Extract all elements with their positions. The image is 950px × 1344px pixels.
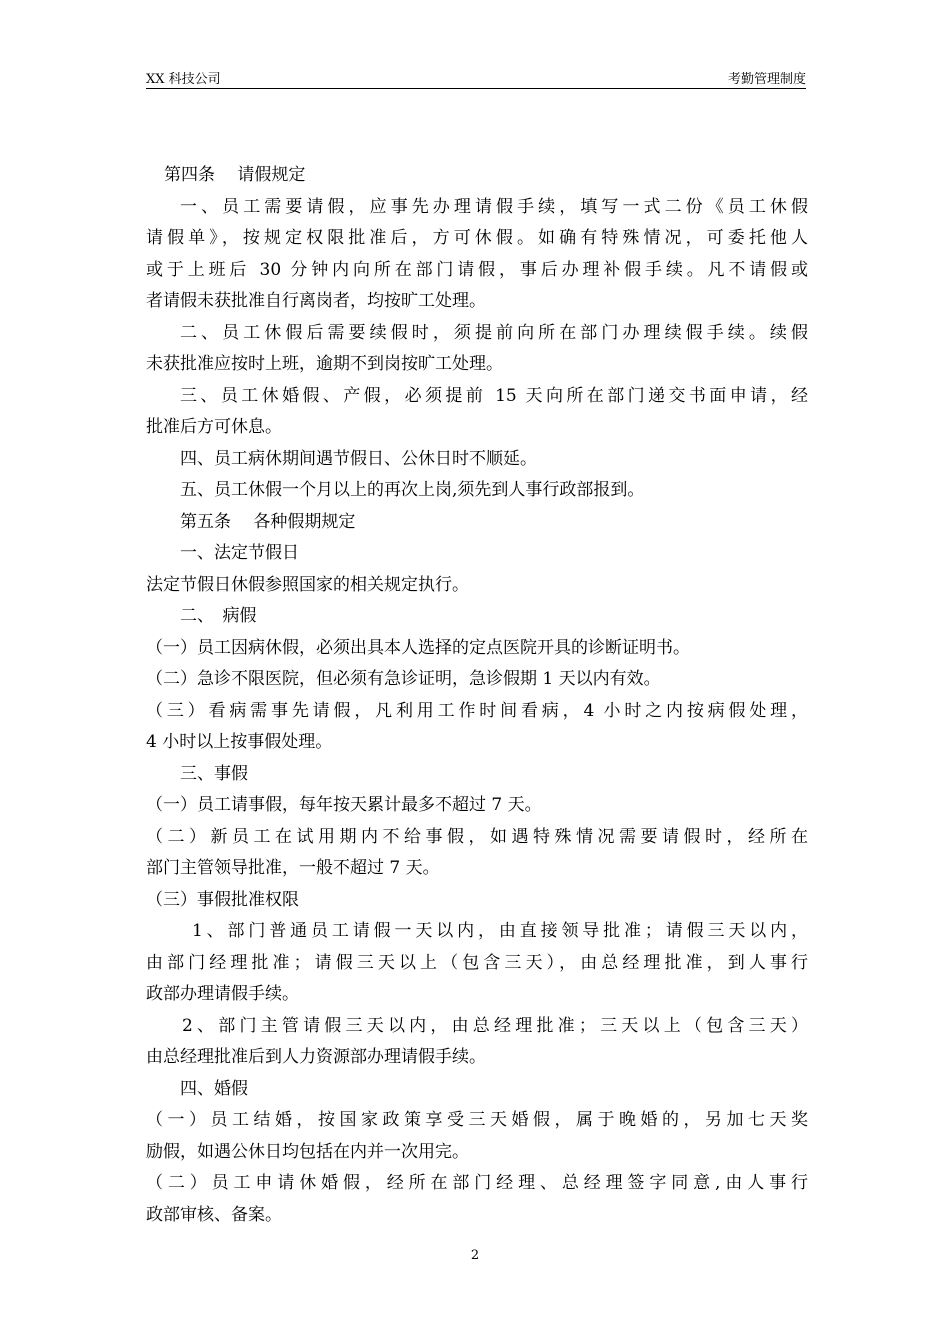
company-name: XX 科技公司 xyxy=(146,72,221,87)
article-heading: 第四条 请假规定 xyxy=(164,165,306,185)
text-line: 五、员工休假一个月以上的再次上岗,须先到人事行政部报到。 xyxy=(180,480,645,500)
text-line: 部门主管领导批准，一般不超过 7 天。 xyxy=(146,858,440,878)
text-line: 励假，如遇公休日均包括在内并一次用完。 xyxy=(146,1141,469,1162)
text-line: （二）新员工在试用期内不给事假，如遇特殊情况需要请假时，经所在 xyxy=(146,826,808,847)
text-line: 由部门经理批准；请假三天以上（包含三天），由总经理批准，到人事行 xyxy=(146,952,808,973)
text-line: 未获批准应按时上班，逾期不到岗按旷工处理。 xyxy=(146,354,503,374)
text-line: 一、员工需要请假，应事先办理请假手续，填写一式二份《员工休假 xyxy=(180,196,808,217)
text-line: （三）事假批准权限 xyxy=(146,889,299,910)
text-line: 二、员工休假后需要续假时，须提前向所在部门办理续假手续。续假 xyxy=(180,322,808,343)
text-line: 由总经理批准后到人力资源部办理请假手续。 xyxy=(146,1047,486,1067)
text-line: （三）看病需事先请假，凡利用工作时间看病，4 小时之内按病假处理， xyxy=(146,700,808,721)
article-heading: 第五条 各种假期规定 xyxy=(180,511,356,532)
document-title: 考勤管理制度 xyxy=(727,72,806,87)
text-line: 四、员工病休期间遇节假日、公休日时不顺延。 xyxy=(180,448,537,469)
text-line: （二）急诊不限医院，但必须有急诊证明，急诊假期 1 天以内有效。 xyxy=(146,669,661,689)
text-line: 4 小时以上按事假处理。 xyxy=(146,732,333,752)
text-line: 政部审核、备案。 xyxy=(146,1204,282,1225)
text-line: 者请假未获批准自行离岗者，均按旷工处理。 xyxy=(146,291,486,311)
document-body xyxy=(146,160,808,1231)
text-line: （二）员工申请休婚假，经所在部门经理、总经理签字同意,由人事行 xyxy=(146,1173,808,1193)
page-number: 2 xyxy=(470,1248,480,1263)
section-heading: 三、事假 xyxy=(180,763,248,784)
text-line: 2、部门主管请假三天以内，由总经理批准；三天以上（包含三天） xyxy=(182,1015,808,1036)
text-line: 法定节假日休假参照国家的相关规定执行。 xyxy=(146,574,469,595)
text-line: 批准后方可休息。 xyxy=(146,417,282,437)
text-line: 或于上班后 30 分钟内向所在部门请假，事后办理补假手续。凡不请假或 xyxy=(146,259,808,280)
text-line: 1、部门普通员工请假一天以内，由直接领导批准；请假三天以内， xyxy=(192,921,808,941)
text-line: 三、员工休婚假、产假，必须提前 15 天向所在部门递交书面申请，经 xyxy=(180,385,808,406)
page-header xyxy=(146,66,806,89)
section-heading: 四、婚假 xyxy=(180,1078,248,1099)
text-line: （一）员工请事假，每年按天累计最多不超过 7 天。 xyxy=(146,795,542,815)
text-line: 政部办理请假手续。 xyxy=(146,984,299,1004)
text-line: （一）员工结婚，按国家政策享受三天婚假，属于晚婚的，另加七天奖 xyxy=(146,1110,808,1130)
text-line: 请假单》，按规定权限批准后，方可休假。如确有特殊情况，可委托他人 xyxy=(146,228,808,248)
text-line: （一）员工因病休假，必须出具本人选择的定点医院开具的诊断证明书。 xyxy=(146,637,690,658)
section-heading: 一、法定节假日 xyxy=(180,543,299,563)
section-heading: 二、 病假 xyxy=(180,606,257,626)
